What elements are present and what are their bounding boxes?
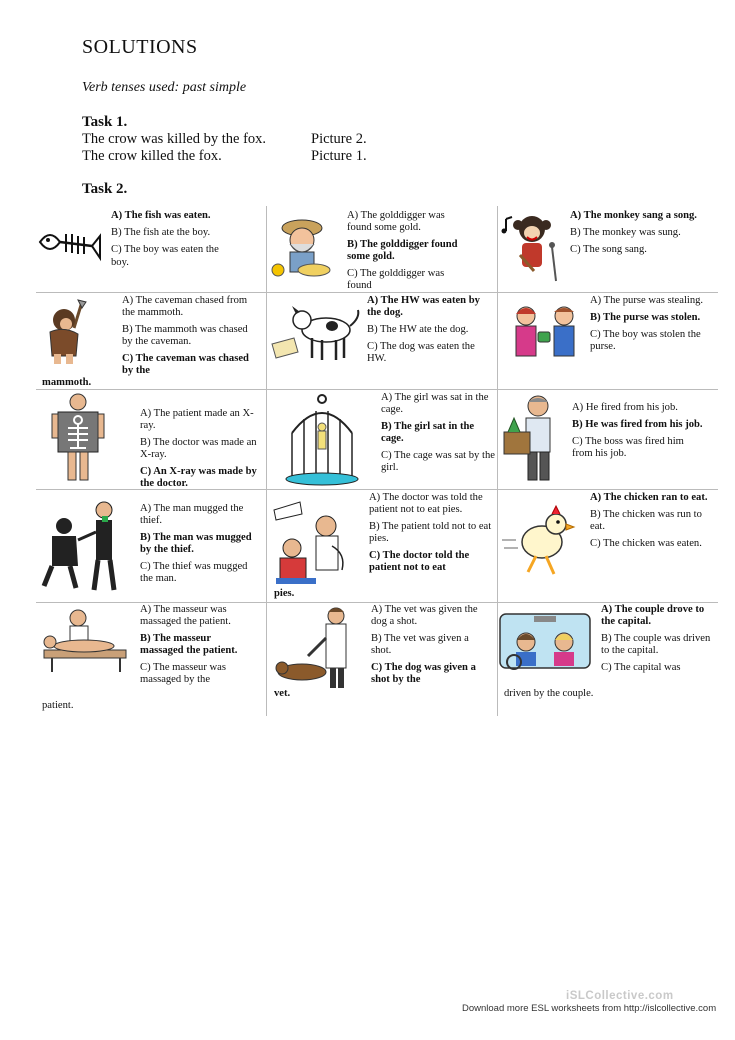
answer-option: C) The dog was eaten the HW. — [367, 341, 475, 364]
answer-option: B) The chicken was run to eat. — [590, 509, 702, 532]
task1-picture: Picture 1. — [311, 148, 367, 164]
answer-option: C) The golddigger was found — [347, 268, 445, 291]
answer-continuation: boy. — [111, 257, 129, 268]
task1-picture: Picture 2. — [311, 131, 367, 147]
couple-car-icon — [498, 610, 592, 672]
correct-answer: A) The HW was eaten by the dog. — [367, 295, 480, 318]
grid-divider — [36, 389, 718, 390]
correct-answer: B) The golddigger found some gold. — [347, 239, 458, 262]
answer-option: B) The patient told not to eat pies. — [369, 521, 492, 544]
answer-options — [381, 392, 496, 479]
golddigger-icon — [268, 210, 338, 282]
answer-option: A) The caveman chased from the mammoth. — [122, 295, 248, 318]
page-title: SOLUTIONS — [82, 36, 198, 58]
answer-option: C) The masseur was massaged by the — [140, 662, 227, 685]
answer-continuation: driven by the couple. — [504, 688, 594, 699]
page-subtitle: Verb tenses used: past simple — [82, 80, 247, 95]
answer-option: B) The fish ate the boy. — [111, 227, 211, 238]
answer-options — [367, 295, 487, 370]
vet-dog-icon — [272, 604, 364, 692]
answer-continuation: patient. — [42, 700, 74, 711]
answer-options — [371, 604, 491, 691]
correct-answer: A) The chicken ran to eat. — [590, 492, 708, 503]
grid-divider — [36, 602, 718, 603]
task2-grid — [36, 206, 718, 716]
grid-divider — [266, 206, 267, 716]
correct-answer: A) The monkey sang a song. — [570, 210, 697, 221]
answer-option: B) The couple was driven to the capital. — [601, 633, 711, 656]
mugging-icon — [38, 496, 132, 596]
answer-option: C) The capital was — [601, 662, 681, 673]
answer-continuation: vet. — [274, 688, 291, 699]
answer-option: B) The doctor was made an X-ray. — [140, 437, 257, 460]
answer-continuation: mammoth. — [42, 377, 92, 388]
dog-icon — [268, 300, 363, 366]
answer-options — [140, 503, 262, 590]
answer-option: C) The cage was sat by the girl. — [381, 450, 495, 473]
chicken-running-icon — [498, 496, 578, 588]
answer-option: A) He fired from his job. — [572, 402, 678, 413]
answer-option: A) The doctor was told the patient not to eat pies. — [369, 492, 483, 515]
task1-sentence: The crow killed the fox. — [82, 148, 222, 164]
purse-thief-icon — [506, 302, 586, 366]
correct-answer: C) An X-ray was made by the doctor. — [140, 466, 257, 489]
xray-icon — [48, 392, 108, 484]
answer-option: C) The chicken was eaten. — [590, 538, 702, 549]
answer-option: B) The vet was given a shot. — [371, 633, 469, 656]
answer-option: A) The golddigger was found some gold. — [347, 210, 445, 233]
answer-option: A) The purse was stealing. — [590, 295, 704, 306]
correct-answer: B) The girl sat in the cage. — [381, 421, 475, 444]
answer-options — [122, 295, 252, 382]
answer-options — [590, 295, 715, 358]
task2-heading: Task 2. — [82, 181, 128, 197]
correct-answer: B) The man was mugged by the thief. — [140, 532, 252, 555]
answer-option: C) The boy was eaten the — [111, 244, 219, 255]
fish-skeleton-icon — [36, 212, 102, 272]
answer-option: C) The boy was stolen the purse. — [590, 329, 701, 352]
answer-options — [140, 408, 260, 495]
correct-answer: C) The dog was given a shot by the — [371, 662, 476, 685]
correct-answer: B) He was fired from his job. — [572, 419, 703, 430]
masseur-icon — [38, 606, 130, 676]
correct-answer: C) The doctor told the patient not to eat — [369, 550, 470, 573]
answer-options — [111, 210, 246, 261]
answer-options — [140, 604, 255, 691]
correct-answer: A) The fish was eaten. — [111, 210, 211, 221]
answer-options — [347, 210, 467, 297]
monkey-singing-icon — [498, 211, 568, 283]
caveman-icon — [38, 298, 98, 368]
birdcage-icon — [280, 393, 364, 489]
correct-answer: C) The caveman was chased by the — [122, 353, 249, 376]
correct-answer: B) The masseur massaged the patient. — [140, 633, 238, 656]
answer-option: C) The song sang. — [570, 244, 647, 255]
answer-option: B) The mammoth was chased by the caveman. — [122, 324, 248, 347]
answer-option: A) The vet was given the dog a shot. — [371, 604, 478, 627]
answer-option: A) The man mugged the thief. — [140, 503, 244, 526]
answer-options — [570, 210, 708, 261]
answer-option: C) The boss was fired him from his job. — [572, 436, 684, 459]
fired-man-icon — [498, 392, 566, 484]
answer-options — [572, 402, 707, 465]
footer-logo: iSLCollective.com — [566, 990, 674, 1002]
answer-options — [590, 492, 714, 555]
answer-option: C) The thief was mugged the man. — [140, 561, 248, 584]
answer-option: A) The girl was sat in the cage. — [381, 392, 489, 415]
answer-options — [369, 492, 493, 579]
task1-heading: Task 1. — [82, 114, 128, 130]
correct-answer: B) The purse was stolen. — [590, 312, 701, 323]
answer-options — [601, 604, 715, 679]
doctor-patient-icon — [270, 496, 355, 588]
answer-option: B) The HW ate the dog. — [367, 324, 469, 335]
task1-sentence: The crow was killed by the fox. — [82, 131, 267, 147]
grid-divider — [36, 489, 718, 490]
answer-option: A) The patient made an X-ray. — [140, 408, 254, 431]
answer-option: B) The monkey was sung. — [570, 227, 681, 238]
correct-answer: A) The couple drove to the capital. — [601, 604, 705, 627]
answer-continuation: pies. — [274, 588, 295, 599]
footer-note: Download more ESL worksheets from http://islcollective.com — [462, 1003, 717, 1014]
answer-option: A) The masseur was massaged the patient. — [140, 604, 231, 627]
